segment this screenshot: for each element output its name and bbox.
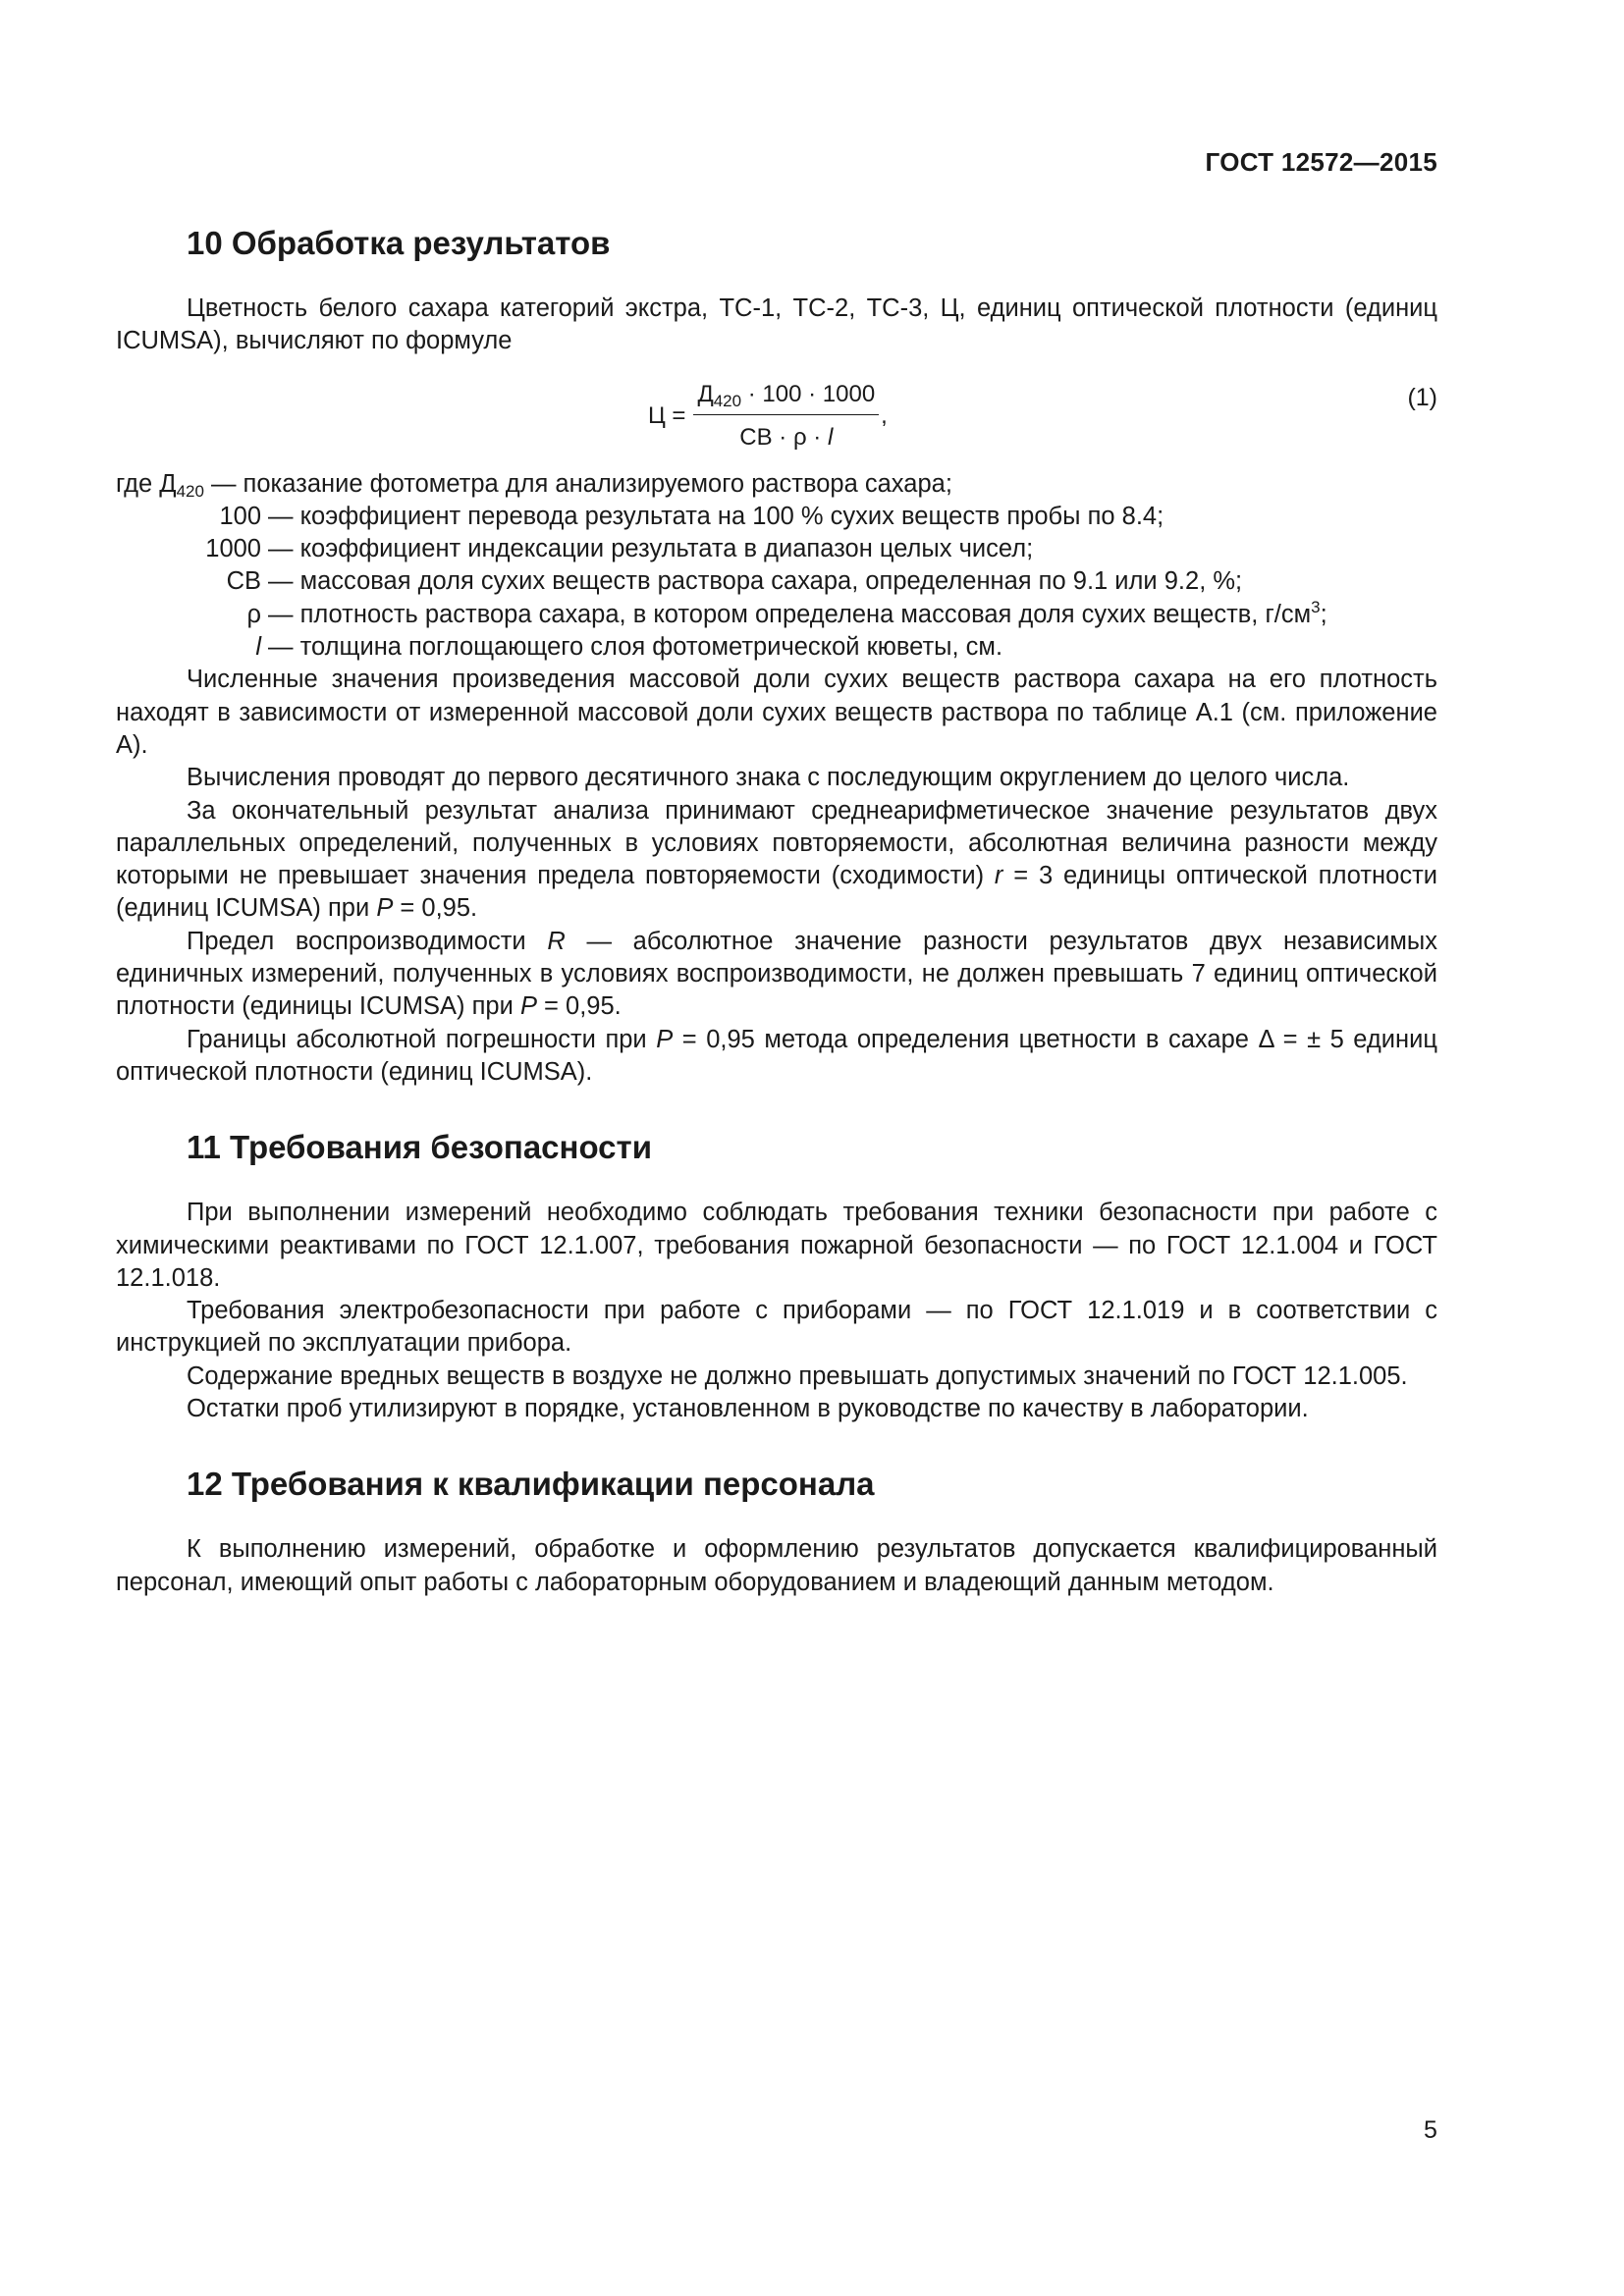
section-12-title: 12 Требования к квалификации персонала: [187, 1466, 875, 1503]
legend-item: [116, 501, 1437, 533]
legend-item: [116, 599, 1437, 631]
section-11-paragraph-1: При выполнении измерений необходимо соблюдать требования техники безопасности при работе с химическими реактивами по ГОСТ 12.1.007, требования пожарной безопасности — по ГОСТ 12.1.004 и ГОСТ 12.1.018.: [116, 1199, 1437, 1292]
section-11-paragraph-2: Требования электробезопасности при работе с приборами — по ГОСТ 12.1.019 и в соответствии с инструкцией по эксплуатации прибора.: [116, 1297, 1437, 1358]
formula-denominator: [739, 415, 833, 454]
p3-symbol-r: r: [994, 862, 1003, 890]
formula-expression: [648, 378, 888, 454]
numerator-rest: · 100 · 1000: [741, 380, 876, 407]
legend-text: — коэффициент перевода результата на 100 % сухих веществ пробы по 8.4;: [268, 502, 1164, 530]
legend-text-main: — плотность раствора сахара, в котором определена массовая доля сухих веществ, г/см: [268, 600, 1312, 628]
section-10-paragraph-4: [116, 926, 1437, 1024]
formula-comma: ,: [881, 401, 888, 429]
legend-item: [116, 631, 1437, 664]
legend-symbol: ρ: [246, 600, 261, 628]
p3-part-a: За окончательный результат анализа принимают среднеарифметическое значение результатов двух параллельных определений, полученных в условиях повторяемости, абсолютная величина разности между которыми не превышает значения предела повторяемости (сходимости): [116, 796, 1437, 890]
formula-lhs: Ц =: [648, 401, 686, 429]
section-10-title: 10 Обработка результатов: [187, 225, 611, 261]
denominator-text: СВ · ρ ·: [739, 423, 828, 451]
p5-part-a: Границы абсолютной погрешности при: [187, 1025, 657, 1053]
equation-number: (1): [1407, 383, 1437, 411]
numerator-subscript: 420: [713, 391, 742, 410]
legend-symbol: 100: [219, 502, 261, 530]
section-10-paragraph-1: Численные значения произведения массовой доли сухих веществ раствора сахара на его плотность находят в зависимости от измеренной массовой доли сухих веществ раствора по таблице А.1 (см. приложение А).: [116, 666, 1437, 759]
section-11-title: 11 Требования безопасности: [187, 1129, 652, 1166]
page-number: 5: [1424, 2116, 1437, 2144]
formula-legend: [116, 468, 1437, 665]
denominator-italic: l: [827, 423, 834, 451]
formula-1: [116, 378, 1437, 462]
section-10-paragraph-3: [116, 795, 1437, 926]
p5-part-b: = 0,95 метода определения цветности в сахаре Δ = ± 5 единиц оптической плотности (единиц ICUMSA).: [116, 1025, 1437, 1086]
section-10-paragraph-5: [116, 1024, 1437, 1090]
p4-symbol-p: P: [519, 992, 537, 1021]
p4-part-c: = 0,95.: [536, 992, 622, 1021]
legend-item: [116, 468, 1437, 501]
legend-symbol: [116, 468, 204, 501]
section-11-paragraph-3: Содержание вредных веществ в воздухе не должно превышать допустимых значений по ГОСТ 12.1.005.: [187, 1362, 1408, 1390]
p3-part-c: = 0,95.: [393, 894, 478, 923]
section-11-paragraph-4: Остатки проб утилизируют в порядке, установленном в руководстве по качеству в лаборатории.: [187, 1395, 1309, 1423]
legend-symbol: 1000: [205, 535, 261, 563]
legend-text: — массовая доля сухих веществ раствора сахара, определенная по 9.1 или 9.2, %;: [268, 567, 1243, 596]
p5-symbol-p: P: [656, 1025, 674, 1053]
section-spacer: [116, 1425, 1437, 1465]
legend-item: [116, 533, 1437, 565]
p4-part-b: — абсолютное значение разности результатов двух независимых единичных измерений, полученных в условиях воспроизводимости, не должен превышать 7 единиц оптической плотности (единицы ICUMSA) при: [116, 927, 1437, 1021]
formula-numerator: [693, 378, 879, 415]
legend-text: — толщина поглощающего слоя фотометрической кюветы, см.: [268, 633, 1003, 662]
legend-superscript: 3: [1311, 597, 1321, 616]
numerator-symbol: Д: [697, 380, 714, 407]
p4-part-a: Предел воспроизводимости: [187, 927, 548, 955]
formula-fraction: [693, 378, 879, 454]
legend-text-end: ;: [1320, 600, 1327, 628]
legend-symbol: СВ: [226, 567, 261, 596]
document-id: ГОСТ 12572—2015: [1205, 147, 1437, 177]
section-spacer: [116, 1089, 1437, 1128]
legend-symbol-subscript: 420: [176, 481, 204, 501]
p4-symbol-r: R: [547, 927, 566, 955]
p3-symbol-p: P: [376, 894, 394, 923]
legend-text: — показание фотометра для анализируемого раствора сахара;: [210, 469, 952, 498]
legend-symbol-text: где Д: [116, 469, 177, 498]
section-10-paragraph-2: Вычисления проводят до первого десятичного знака с последующим округлением до целого числа.: [187, 764, 1350, 792]
legend-item: [116, 565, 1437, 598]
section-10-intro: Цветность белого сахара категорий экстра, ТС-1, ТС-2, ТС-3, Ц, единиц оптической плотности (единиц ICUMSA), вычисляют по формуле: [116, 294, 1437, 355]
legend-symbol: l: [255, 633, 261, 662]
legend-text: [261, 599, 1327, 631]
section-12-paragraph-1: К выполнению измерений, обработке и оформлению результатов допускается квалифицированный персонал, имеющий опыт работы с лабораторным оборудованием и владеющий данным методом.: [116, 1535, 1437, 1596]
page-content: [116, 224, 1437, 1599]
legend-text: — коэффициент индексации результата в диапазон целых чисел;: [268, 535, 1034, 563]
p3-part-b: = 3 единицы оптической плотности (единиц ICUMSA) при: [116, 862, 1437, 923]
